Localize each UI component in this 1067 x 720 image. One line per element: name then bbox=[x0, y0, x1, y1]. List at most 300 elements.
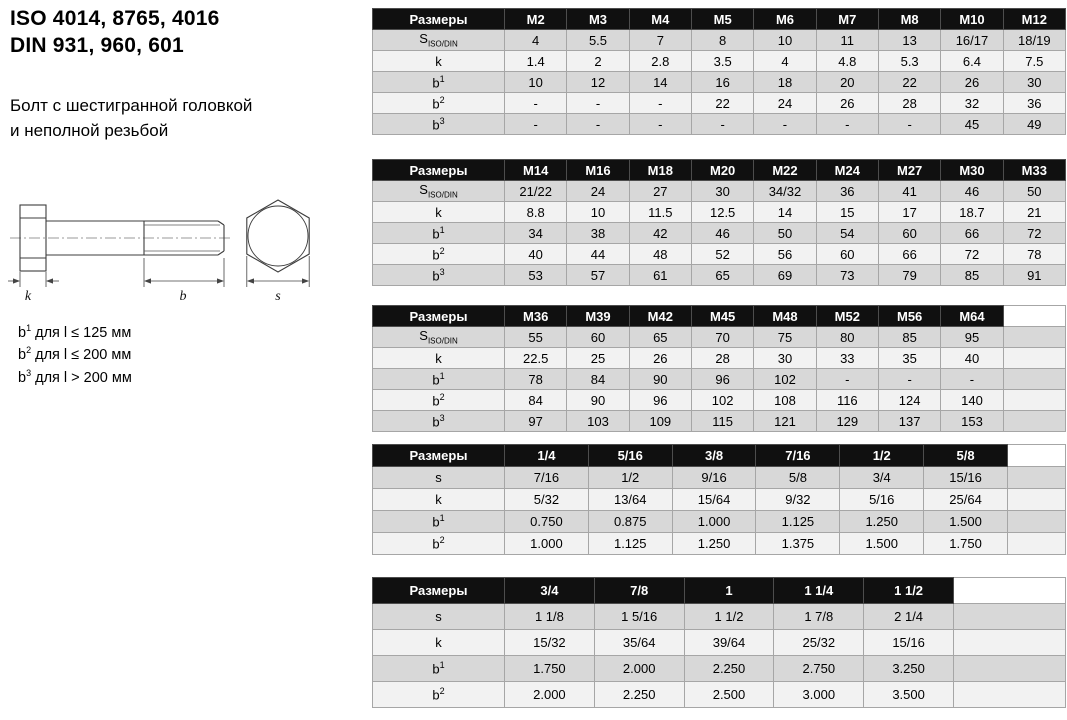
value-cell: 38 bbox=[567, 223, 629, 244]
value-cell: - bbox=[878, 369, 940, 390]
value-cell: 1.125 bbox=[588, 533, 672, 555]
value-cell: 1.000 bbox=[505, 533, 589, 555]
dimension-table-3 bbox=[372, 305, 1066, 432]
value-cell: 96 bbox=[629, 390, 691, 411]
row-label-subscript: ISO/DIN bbox=[427, 336, 458, 346]
value-cell: 34 bbox=[505, 223, 567, 244]
note-b1 bbox=[18, 322, 132, 344]
value-cell: 5/8 bbox=[756, 467, 840, 489]
header-size-cell: M56 bbox=[878, 306, 940, 327]
row-label-cell bbox=[373, 411, 505, 432]
header-size-cell: 7/16 bbox=[756, 445, 840, 467]
value-cell: 103 bbox=[567, 411, 629, 432]
header-size-cell: 1/4 bbox=[505, 445, 589, 467]
header-size-cell: M10 bbox=[941, 9, 1003, 30]
row-label-cell bbox=[373, 604, 505, 630]
table-data-row bbox=[373, 327, 1066, 348]
header-size-cell: 5/16 bbox=[588, 445, 672, 467]
value-cell: 24 bbox=[567, 181, 629, 202]
value-cell: 85 bbox=[941, 265, 1003, 286]
row-label-subscript: ISO/DIN bbox=[427, 39, 458, 49]
value-cell: 9/32 bbox=[756, 489, 840, 511]
value-cell: - bbox=[816, 114, 878, 135]
value-cell: 30 bbox=[691, 181, 753, 202]
header-size-cell: M52 bbox=[816, 306, 878, 327]
header-size-cell: 1 1/4 bbox=[774, 578, 864, 604]
value-cell: 2.250 bbox=[684, 656, 774, 682]
table-data-row bbox=[373, 682, 1066, 708]
value-cell: 5.5 bbox=[567, 30, 629, 51]
row-label-cell bbox=[373, 390, 505, 411]
value-cell: 18.7 bbox=[941, 202, 1003, 223]
row-label-cell bbox=[373, 72, 505, 93]
value-cell: 55 bbox=[505, 327, 567, 348]
row-label-base: k bbox=[435, 53, 442, 69]
header-size-cell: M14 bbox=[505, 160, 567, 181]
value-cell: 90 bbox=[567, 390, 629, 411]
row-label-base: b bbox=[432, 247, 440, 263]
value-cell: 15/32 bbox=[505, 630, 595, 656]
doc-subtitle bbox=[10, 94, 252, 143]
value-cell: 109 bbox=[629, 411, 691, 432]
value-cell: 2.000 bbox=[505, 682, 595, 708]
empty-cell bbox=[1008, 511, 1066, 533]
row-label-base: s bbox=[435, 470, 442, 485]
value-cell: 97 bbox=[505, 411, 567, 432]
value-cell: 22.5 bbox=[505, 348, 567, 369]
value-cell: 16 bbox=[691, 72, 753, 93]
header-size-cell: M24 bbox=[816, 160, 878, 181]
empty-cell bbox=[1003, 390, 1065, 411]
row-label-base: k bbox=[435, 635, 442, 650]
table-data-row bbox=[373, 72, 1066, 93]
value-cell: 96 bbox=[691, 369, 753, 390]
row-label-base: k bbox=[435, 204, 442, 220]
table-header-row bbox=[373, 306, 1066, 327]
table-data-row bbox=[373, 511, 1066, 533]
value-cell: 5.3 bbox=[878, 51, 940, 72]
value-cell: 2.000 bbox=[594, 656, 684, 682]
header-size-cell: M30 bbox=[941, 160, 1003, 181]
value-cell: 4 bbox=[505, 30, 567, 51]
table-data-row bbox=[373, 181, 1066, 202]
note-b2-text: для l ≤ 200 мм bbox=[31, 347, 132, 364]
title-din: DIN 931, 960, 601 bbox=[10, 33, 184, 57]
table-data-row bbox=[373, 656, 1066, 682]
b-arrow-left bbox=[144, 278, 151, 283]
value-cell: 102 bbox=[691, 390, 753, 411]
value-cell: 78 bbox=[505, 369, 567, 390]
row-label-cell bbox=[373, 51, 505, 72]
empty-cell bbox=[1003, 348, 1065, 369]
row-label-base: b bbox=[432, 268, 440, 284]
value-cell: 40 bbox=[941, 348, 1003, 369]
dimension-table-4 bbox=[372, 444, 1066, 555]
left-panel bbox=[10, 6, 368, 386]
value-cell: 46 bbox=[691, 223, 753, 244]
value-cell: 0.750 bbox=[505, 511, 589, 533]
row-label-cell bbox=[373, 114, 505, 135]
row-label-superscript: 1 bbox=[439, 660, 445, 671]
row-label-base: S bbox=[419, 31, 428, 47]
value-cell: 33 bbox=[816, 348, 878, 369]
row-label-base: S bbox=[419, 328, 428, 344]
row-label-cell bbox=[373, 682, 505, 708]
value-cell: 10 bbox=[567, 202, 629, 223]
value-cell: 3.250 bbox=[864, 656, 954, 682]
row-label-cell bbox=[373, 181, 505, 202]
row-label-base: b bbox=[432, 414, 440, 430]
value-cell: 1.125 bbox=[756, 511, 840, 533]
value-cell: 15/64 bbox=[672, 489, 756, 511]
empty-cell bbox=[1008, 467, 1066, 489]
value-cell: 54 bbox=[816, 223, 878, 244]
note-b1-sup: 1 bbox=[26, 323, 32, 334]
value-cell: 36 bbox=[816, 181, 878, 202]
value-cell: 11.5 bbox=[629, 202, 691, 223]
empty-cell bbox=[1008, 533, 1066, 555]
value-cell: 5/32 bbox=[505, 489, 589, 511]
value-cell: 79 bbox=[878, 265, 940, 286]
table-data-row bbox=[373, 348, 1066, 369]
value-cell: 5/16 bbox=[840, 489, 924, 511]
table-data-row bbox=[373, 369, 1066, 390]
value-cell: 78 bbox=[1003, 244, 1065, 265]
header-size-cell: M64 bbox=[941, 306, 1003, 327]
value-cell: 1.250 bbox=[840, 511, 924, 533]
row-label-cell bbox=[373, 244, 505, 265]
row-label-base: b bbox=[432, 687, 440, 703]
header-size-cell: M33 bbox=[1003, 160, 1065, 181]
value-cell: 21 bbox=[1003, 202, 1065, 223]
header-size-cell: 5/8 bbox=[924, 445, 1008, 467]
value-cell: 124 bbox=[878, 390, 940, 411]
value-cell: 14 bbox=[754, 202, 816, 223]
value-cell: - bbox=[505, 114, 567, 135]
value-cell: 28 bbox=[878, 93, 940, 114]
row-label-base: b bbox=[432, 96, 440, 112]
empty-cell bbox=[1003, 369, 1065, 390]
table-data-row bbox=[373, 265, 1066, 286]
value-cell: 1.750 bbox=[924, 533, 1008, 555]
table-data-row bbox=[373, 533, 1066, 555]
dimension-table-1 bbox=[372, 8, 1066, 135]
subtitle-line-1: Болт с шестигранной головкой bbox=[10, 96, 253, 115]
value-cell: 2.750 bbox=[774, 656, 864, 682]
value-cell: 153 bbox=[941, 411, 1003, 432]
value-cell: 7 bbox=[629, 30, 691, 51]
value-cell: 26 bbox=[629, 348, 691, 369]
dimension-table-2 bbox=[372, 159, 1066, 286]
value-cell: 80 bbox=[816, 327, 878, 348]
value-cell: 53 bbox=[505, 265, 567, 286]
value-cell: 69 bbox=[754, 265, 816, 286]
value-cell: 57 bbox=[567, 265, 629, 286]
value-cell: 73 bbox=[816, 265, 878, 286]
table-data-row bbox=[373, 411, 1066, 432]
row-label-base: b bbox=[432, 75, 440, 91]
value-cell: 85 bbox=[878, 327, 940, 348]
header-empty-cell bbox=[1008, 445, 1066, 467]
value-cell: 30 bbox=[754, 348, 816, 369]
b-label: b bbox=[179, 289, 187, 304]
row-label-superscript: 2 bbox=[439, 94, 445, 105]
value-cell: 35/64 bbox=[594, 630, 684, 656]
value-cell: 1.500 bbox=[840, 533, 924, 555]
bolt-head-end-view bbox=[247, 200, 309, 272]
row-label-superscript: 2 bbox=[439, 686, 445, 697]
length-notes bbox=[18, 322, 132, 389]
value-cell: 56 bbox=[754, 244, 816, 265]
value-cell: 16/17 bbox=[941, 30, 1003, 51]
value-cell: 3.5 bbox=[691, 51, 753, 72]
row-label-base: b bbox=[432, 226, 440, 242]
header-size-cell: M48 bbox=[754, 306, 816, 327]
value-cell: 10 bbox=[754, 30, 816, 51]
dimension-table-5 bbox=[372, 577, 1066, 708]
table-data-row bbox=[373, 467, 1066, 489]
empty-cell bbox=[954, 656, 1066, 682]
note-b2-base: b bbox=[18, 347, 27, 364]
header-size-cell: M3 bbox=[567, 9, 629, 30]
value-cell: 1.000 bbox=[672, 511, 756, 533]
value-cell: 7.5 bbox=[1003, 51, 1065, 72]
empty-cell bbox=[1003, 327, 1065, 348]
header-size-cell: 1 bbox=[684, 578, 774, 604]
value-cell: 13/64 bbox=[588, 489, 672, 511]
value-cell: 18 bbox=[754, 72, 816, 93]
empty-cell bbox=[954, 630, 1066, 656]
value-cell: 27 bbox=[629, 181, 691, 202]
header-empty-cell bbox=[954, 578, 1066, 604]
header-label-cell: Размеры bbox=[373, 578, 505, 604]
empty-cell bbox=[954, 604, 1066, 630]
s-arrow-left bbox=[247, 278, 254, 283]
empty-cell bbox=[1008, 489, 1066, 511]
header-size-cell: M6 bbox=[754, 9, 816, 30]
value-cell: 28 bbox=[691, 348, 753, 369]
table-header-row bbox=[373, 445, 1066, 467]
value-cell: 65 bbox=[691, 265, 753, 286]
value-cell: 1 1/2 bbox=[684, 604, 774, 630]
value-cell: 72 bbox=[1003, 223, 1065, 244]
value-cell: - bbox=[629, 93, 691, 114]
value-cell: 95 bbox=[941, 327, 1003, 348]
header-size-cell: M42 bbox=[629, 306, 691, 327]
table-data-row bbox=[373, 244, 1066, 265]
value-cell: 91 bbox=[1003, 265, 1065, 286]
value-cell: - bbox=[629, 114, 691, 135]
value-cell: 50 bbox=[754, 223, 816, 244]
header-size-cell: M7 bbox=[816, 9, 878, 30]
value-cell: 24 bbox=[754, 93, 816, 114]
table-data-row bbox=[373, 489, 1066, 511]
row-label-cell bbox=[373, 348, 505, 369]
value-cell: 3/4 bbox=[840, 467, 924, 489]
empty-cell bbox=[1003, 411, 1065, 432]
table-data-row bbox=[373, 30, 1066, 51]
value-cell: - bbox=[567, 93, 629, 114]
header-size-cell: M5 bbox=[691, 9, 753, 30]
value-cell: 12 bbox=[567, 72, 629, 93]
value-cell: 1 5/16 bbox=[594, 604, 684, 630]
row-label-superscript: 2 bbox=[439, 391, 445, 402]
value-cell: 66 bbox=[878, 244, 940, 265]
header-size-cell: M18 bbox=[629, 160, 691, 181]
value-cell: 70 bbox=[691, 327, 753, 348]
note-b1-base: b bbox=[18, 325, 27, 341]
row-label-base: b bbox=[432, 661, 440, 677]
value-cell: 60 bbox=[816, 244, 878, 265]
value-cell: 42 bbox=[629, 223, 691, 244]
value-cell: 6.4 bbox=[941, 51, 1003, 72]
value-cell: 52 bbox=[691, 244, 753, 265]
tables-area bbox=[372, 8, 1066, 708]
table-header-row bbox=[373, 578, 1066, 604]
value-cell: 65 bbox=[629, 327, 691, 348]
value-cell: 15/16 bbox=[924, 467, 1008, 489]
value-cell: 2.500 bbox=[684, 682, 774, 708]
value-cell: 41 bbox=[878, 181, 940, 202]
row-label-cell bbox=[373, 223, 505, 244]
row-label-cell bbox=[373, 630, 505, 656]
row-label-base: b bbox=[432, 117, 440, 133]
row-label-cell bbox=[373, 533, 505, 555]
value-cell: 15/16 bbox=[864, 630, 954, 656]
note-b2-sup: 2 bbox=[26, 345, 32, 356]
value-cell: 1.750 bbox=[505, 656, 595, 682]
value-cell: 140 bbox=[941, 390, 1003, 411]
value-cell: - bbox=[941, 369, 1003, 390]
row-label-base: b bbox=[432, 393, 440, 409]
value-cell: 4 bbox=[754, 51, 816, 72]
value-cell: 18/19 bbox=[1003, 30, 1065, 51]
row-label-superscript: 1 bbox=[439, 370, 445, 381]
value-cell: 1.375 bbox=[756, 533, 840, 555]
empty-cell bbox=[954, 682, 1066, 708]
value-cell: - bbox=[878, 114, 940, 135]
table-data-row bbox=[373, 604, 1066, 630]
value-cell: 121 bbox=[754, 411, 816, 432]
value-cell: 32 bbox=[941, 93, 1003, 114]
header-size-cell: M12 bbox=[1003, 9, 1065, 30]
value-cell: 108 bbox=[754, 390, 816, 411]
value-cell: 45 bbox=[941, 114, 1003, 135]
table-data-row bbox=[373, 390, 1066, 411]
header-size-cell: 7/8 bbox=[594, 578, 684, 604]
value-cell: - bbox=[754, 114, 816, 135]
value-cell: 25/32 bbox=[774, 630, 864, 656]
value-cell: 22 bbox=[691, 93, 753, 114]
value-cell: 2.250 bbox=[594, 682, 684, 708]
row-label-superscript: 1 bbox=[439, 224, 445, 235]
table-data-row bbox=[373, 114, 1066, 135]
value-cell: 115 bbox=[691, 411, 753, 432]
row-label-superscript: 3 bbox=[439, 266, 445, 277]
value-cell: 11 bbox=[816, 30, 878, 51]
note-b3-sup: 3 bbox=[26, 368, 32, 379]
table-data-row bbox=[373, 223, 1066, 244]
row-label-superscript: 3 bbox=[439, 412, 445, 423]
value-cell: 26 bbox=[816, 93, 878, 114]
value-cell: 12.5 bbox=[691, 202, 753, 223]
value-cell: 61 bbox=[629, 265, 691, 286]
header-size-cell: M27 bbox=[878, 160, 940, 181]
row-label-cell bbox=[373, 656, 505, 682]
s-label: s bbox=[275, 289, 281, 304]
value-cell: 1.250 bbox=[672, 533, 756, 555]
value-cell: 22 bbox=[878, 72, 940, 93]
value-cell: 75 bbox=[754, 327, 816, 348]
value-cell: 26 bbox=[941, 72, 1003, 93]
table-data-row bbox=[373, 630, 1066, 656]
value-cell: 0.875 bbox=[588, 511, 672, 533]
header-label-cell: Размеры bbox=[373, 160, 505, 181]
note-b2 bbox=[18, 344, 132, 366]
header-empty-cell bbox=[1003, 306, 1065, 327]
row-label-superscript: 1 bbox=[439, 73, 445, 84]
value-cell: 2 bbox=[567, 51, 629, 72]
value-cell: 4.8 bbox=[816, 51, 878, 72]
value-cell: 34/32 bbox=[754, 181, 816, 202]
value-cell: 7/16 bbox=[505, 467, 589, 489]
header-size-cell: M39 bbox=[567, 306, 629, 327]
table-header-row bbox=[373, 9, 1066, 30]
value-cell: 60 bbox=[567, 327, 629, 348]
row-label-cell bbox=[373, 467, 505, 489]
value-cell: 72 bbox=[941, 244, 1003, 265]
value-cell: 49 bbox=[1003, 114, 1065, 135]
bolt-drawing bbox=[6, 188, 336, 306]
header-size-cell: M22 bbox=[754, 160, 816, 181]
header-size-cell: M8 bbox=[878, 9, 940, 30]
note-b3 bbox=[18, 367, 132, 389]
value-cell: 40 bbox=[505, 244, 567, 265]
b-arrow-right bbox=[217, 278, 224, 283]
value-cell: 2.8 bbox=[629, 51, 691, 72]
header-size-cell: M16 bbox=[567, 160, 629, 181]
value-cell: 48 bbox=[629, 244, 691, 265]
value-cell: 10 bbox=[505, 72, 567, 93]
value-cell: 17 bbox=[878, 202, 940, 223]
value-cell: 90 bbox=[629, 369, 691, 390]
subtitle-line-2: и неполной резьбой bbox=[10, 120, 169, 140]
row-label-base: k bbox=[435, 350, 442, 366]
row-label-superscript: 1 bbox=[439, 513, 445, 524]
value-cell: 2 1/4 bbox=[864, 604, 954, 630]
value-cell: 25 bbox=[567, 348, 629, 369]
value-cell: 20 bbox=[816, 72, 878, 93]
doc-title bbox=[10, 6, 368, 60]
header-size-cell: M4 bbox=[629, 9, 691, 30]
header-size-cell: M20 bbox=[691, 160, 753, 181]
table-data-row bbox=[373, 93, 1066, 114]
value-cell: 1.500 bbox=[924, 511, 1008, 533]
row-label-base: s bbox=[435, 609, 442, 624]
row-label-cell bbox=[373, 30, 505, 51]
value-cell: 84 bbox=[567, 369, 629, 390]
row-label-cell bbox=[373, 202, 505, 223]
note-b3-text: для l > 200 мм bbox=[31, 369, 132, 386]
s-arrow-right bbox=[302, 278, 309, 283]
value-cell: 1 1/8 bbox=[505, 604, 595, 630]
value-cell: 9/16 bbox=[672, 467, 756, 489]
value-cell: 137 bbox=[878, 411, 940, 432]
value-cell: 3.000 bbox=[774, 682, 864, 708]
value-cell: 35 bbox=[878, 348, 940, 369]
value-cell: 15 bbox=[816, 202, 878, 223]
value-cell: 50 bbox=[1003, 181, 1065, 202]
